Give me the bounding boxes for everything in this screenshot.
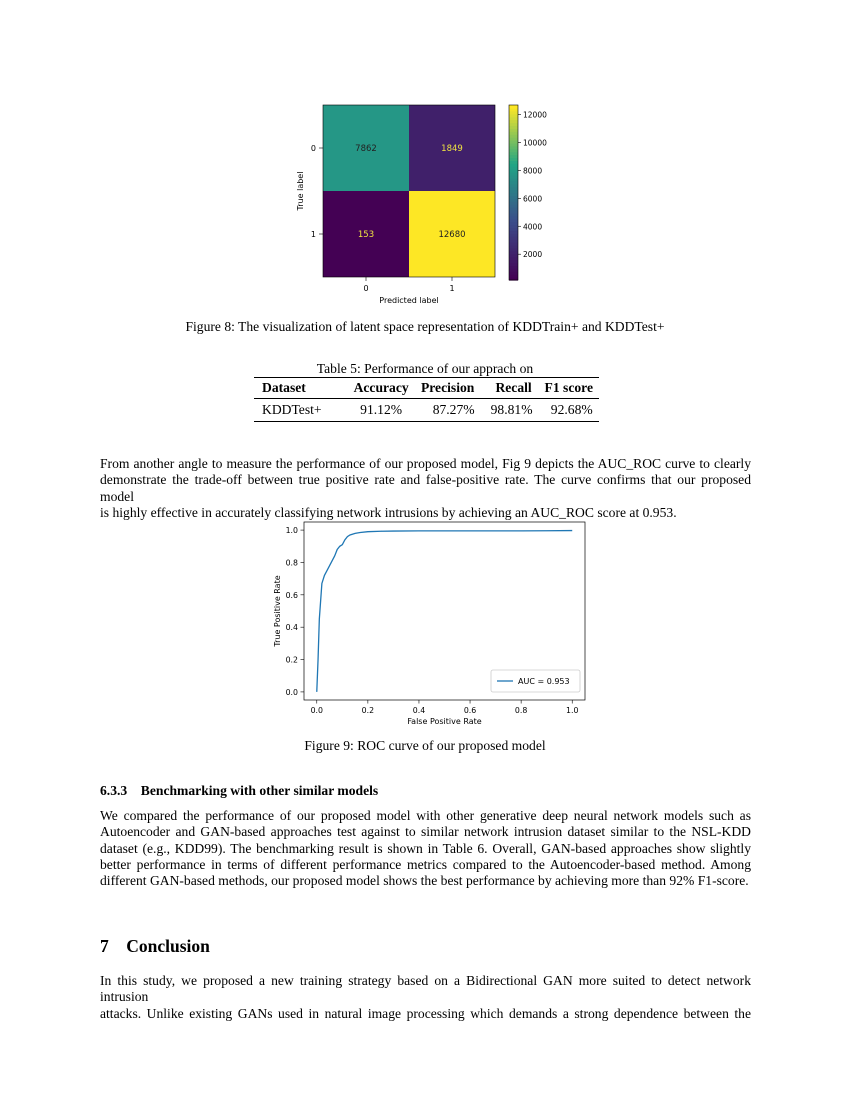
header-precision: Precision xyxy=(420,380,475,395)
table-header-row xyxy=(254,378,599,399)
matrix-cell-label: 153 xyxy=(357,230,375,240)
text-line: different GAN-based methods, our proposed model shows the best performance by achieving more than 92% F1-score. xyxy=(100,873,749,889)
header-f1: F1 score xyxy=(544,380,593,395)
text-line: is highly effective in accurately classifying network intrusions by achieving an AUC_ROC score at 0.953. xyxy=(100,504,677,520)
y-tick-label: 0.0 xyxy=(285,687,298,697)
y-tick-label: 0.6 xyxy=(285,590,298,600)
x-tick-label: 1.0 xyxy=(566,706,579,715)
subsection-number: 6.3.3 xyxy=(100,783,128,798)
cell-precision: 87.27% xyxy=(432,402,475,417)
colorbar-tick-label: 10000 xyxy=(523,138,547,148)
figure8-caption: Figure 8: The visualization of latent space representation of KDDTrain+ and KDDTest+ xyxy=(185,319,665,334)
text-line: dataset (e.g., KDD99). The benchmarking result is shown in Table 6. Overall, GAN-based approaches show slightly xyxy=(100,840,751,856)
confusion-matrix-figure xyxy=(290,98,560,310)
y-tick-label: 0.4 xyxy=(285,623,298,633)
colorbar-tick-label: 4000 xyxy=(523,222,543,232)
x-tick-label: 0.8 xyxy=(514,706,528,715)
header-accuracy: Accuracy xyxy=(353,380,409,395)
x-tick-label: 0.2 xyxy=(361,706,375,715)
subsection-heading xyxy=(100,783,378,799)
matrix-cell-label: 7862 xyxy=(355,144,377,154)
section-number: 7 xyxy=(100,936,109,956)
paragraph-conclusion xyxy=(100,973,751,1022)
roc-curve-figure xyxy=(268,518,586,730)
text-line: demonstrate the trade-off between true positive rate and false-positive rate. The curve confirms that our proposed model xyxy=(100,472,751,504)
performance-table xyxy=(254,377,599,422)
y-tick-label: 0.2 xyxy=(285,655,298,665)
y-tick-label: 0.8 xyxy=(285,558,298,568)
section-title: Conclusion xyxy=(126,936,210,956)
figure9-caption: Figure 9: ROC curve of our proposed model xyxy=(304,738,546,753)
cell-recall: 98.81% xyxy=(490,402,533,417)
text-line: Autoencoder and GAN-based approaches test against to similar network intrusion dataset similar to the NSL-KDD xyxy=(100,824,751,840)
x-axis-label: Predicted label xyxy=(379,296,439,305)
colorbar-tick-label: 6000 xyxy=(523,194,543,204)
header-recall: Recall xyxy=(495,380,532,395)
colorbar-segment xyxy=(509,105,518,109)
y-tick-label: 1 xyxy=(310,230,316,239)
y-axis-label: True label xyxy=(296,171,305,211)
text-line: In this study, we proposed a new training strategy based on a Bidirectional GAN more suited to detect network intrusion xyxy=(100,973,751,1005)
x-tick-label: 0 xyxy=(363,284,369,293)
legend-label: AUC = 0.953 xyxy=(518,677,570,686)
text-line: attacks. Unlike existing GANs used in natural image processing which demands a strong dependence between the xyxy=(100,1005,751,1021)
text-line: better performance in terms of different performance metrics compared to the Autoencoder-based method. Among xyxy=(100,856,751,872)
cell-accuracy: 91.12% xyxy=(360,402,403,417)
table5-container xyxy=(254,377,599,422)
table5-caption: Table 5: Performance of our apprach on xyxy=(316,361,534,376)
header-dataset: Dataset xyxy=(262,380,306,395)
x-tick-label: 0.4 xyxy=(412,706,426,715)
y-axis-label: True Positive Rate xyxy=(273,575,282,647)
x-axis-label: False Positive Rate xyxy=(407,717,482,726)
table-row xyxy=(254,399,599,422)
cell-dataset: KDDTest+ xyxy=(262,402,322,417)
colorbar-tick-label: 12000 xyxy=(523,110,547,120)
x-tick-label: 0.6 xyxy=(463,706,477,715)
y-tick-label: 0 xyxy=(310,144,316,153)
text-line: We compared the performance of our proposed model with other generative deep neural network models such as xyxy=(100,808,751,823)
cell-f1: 92.68% xyxy=(550,402,593,417)
text-line: From another angle to measure the performance of our proposed model, Fig 9 depicts the AUC_ROC curve to clearly xyxy=(100,456,751,471)
subsection-title: Benchmarking with other similar models xyxy=(140,783,379,798)
x-tick-label: 1 xyxy=(449,284,455,293)
colorbar-tick-label: 2000 xyxy=(523,250,543,260)
x-tick-label: 0.0 xyxy=(310,706,323,715)
section-heading xyxy=(100,936,210,957)
y-tick-label: 1.0 xyxy=(285,526,298,536)
paragraph-benchmarking xyxy=(100,808,751,889)
matrix-cell-label: 12680 xyxy=(438,230,466,240)
paragraph-auc xyxy=(100,456,751,521)
matrix-cell-label: 1849 xyxy=(441,144,463,154)
colorbar-tick-label: 8000 xyxy=(523,166,543,176)
